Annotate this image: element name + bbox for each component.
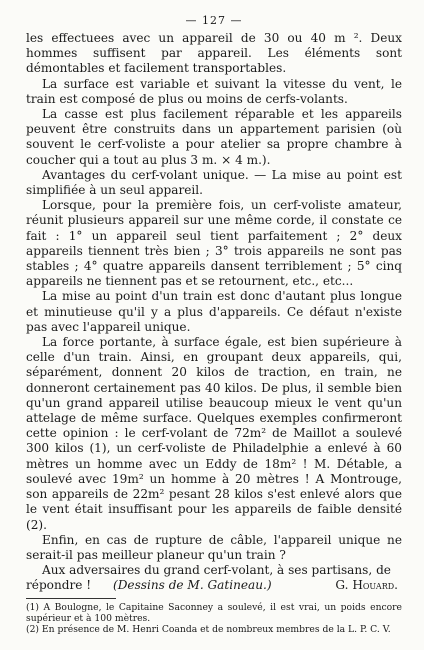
closing-text: répondre ! bbox=[26, 578, 92, 593]
footnote: (2) En présence de M. Henri Coanda et de nombreux membres de la L. P. C. V. bbox=[26, 624, 391, 636]
paragraph: Enfin, en cas de rupture de câble, l'appareil unique ne serait-il pas meilleur planeur qu'un train ? bbox=[26, 532, 402, 562]
paragraph: Aux adversaires du grand cerf-volant, à ses partisans, de bbox=[42, 563, 391, 578]
footnote-divider bbox=[26, 598, 116, 599]
page-number: — 127 — bbox=[185, 14, 243, 27]
paragraph: La mise au point d'un train est donc d'autant plus longue et minutieuse qu'il y a plus d'appareils. Ce défaut n'existe pas avec l'appareil unique. bbox=[26, 289, 402, 334]
paragraph: les effectuees avec un appareil de 30 ou 40 m ². Deux hommes suffisent par appareil. Les éléments sont démontables et facilement transportables. bbox=[26, 31, 402, 76]
footnotes bbox=[26, 602, 402, 636]
paragraph: La surface est variable et suivant la vitesse du vent, le train est composé de plus ou moins de cerfs-volants. bbox=[26, 76, 402, 106]
paragraph: Avantages du cerf-volant unique. — La mise au point est simplifiée à un seul appareil. bbox=[26, 167, 402, 198]
footnote: (1) A Boulogne, le Capitaine Saconney a soulevé, il est vrai, un poids encore supérieur et à 100 mètres. bbox=[26, 601, 402, 624]
paragraph: La force portante, à surface égale, est bien supérieure à celle d'un train. Ainsi, en groupant deux appareils, qui, séparément, donnent 20 kilos de traction, en train, ne donneront certainement pas 40 kilos. De plus, il semble bien qu'un grand appareil utilise beaucoup mieux le vent qu'un attelage de même surface. Quelques exemples confirmeront cette opinion : le cerf-volant de 72m² de Maillot a soulevé 300 kilos (1), un cerf-voliste de Philadelphie a enlevé à 60 mètres un homme avec un Eddy de 18m² ! M. Détable, a soulevé avec 19m² un homme à 20 mètres ! A Montrouge, son appareils de 22m² pesant 28 kilos s'est enlevé alors que le vent était insuffisant pour les appareils de faible densité (2). bbox=[26, 335, 402, 532]
paragraph: La casse est plus facilement réparable et les appareils peuvent être construits dans un appartement parisien (où souvent le cerf-voliste a pour atelier sa propre chambre à coucher qui a tout au plus 3 m. × 4 m.). bbox=[26, 107, 402, 167]
illustration-credit: (Dessins de M. Gatineau.) bbox=[113, 578, 272, 593]
signature-line bbox=[26, 578, 402, 593]
paragraph: Lorsque, pour la première fois, un cerf-voliste amateur, réunit plusieurs appareil sur une même corde, il constate ce fait : 1° un appareil seul tient parfaitement ; 2° deux appareils tiennent très bien ; 3° trois appareils ne sont pas stables ; 4° quatre appareils dansent terriblement ; 5° cinq appareils ne tiennent pas et se retournent, etc., etc... bbox=[26, 198, 402, 289]
body-text bbox=[26, 31, 402, 594]
author-name: G. Houard. bbox=[335, 578, 398, 593]
